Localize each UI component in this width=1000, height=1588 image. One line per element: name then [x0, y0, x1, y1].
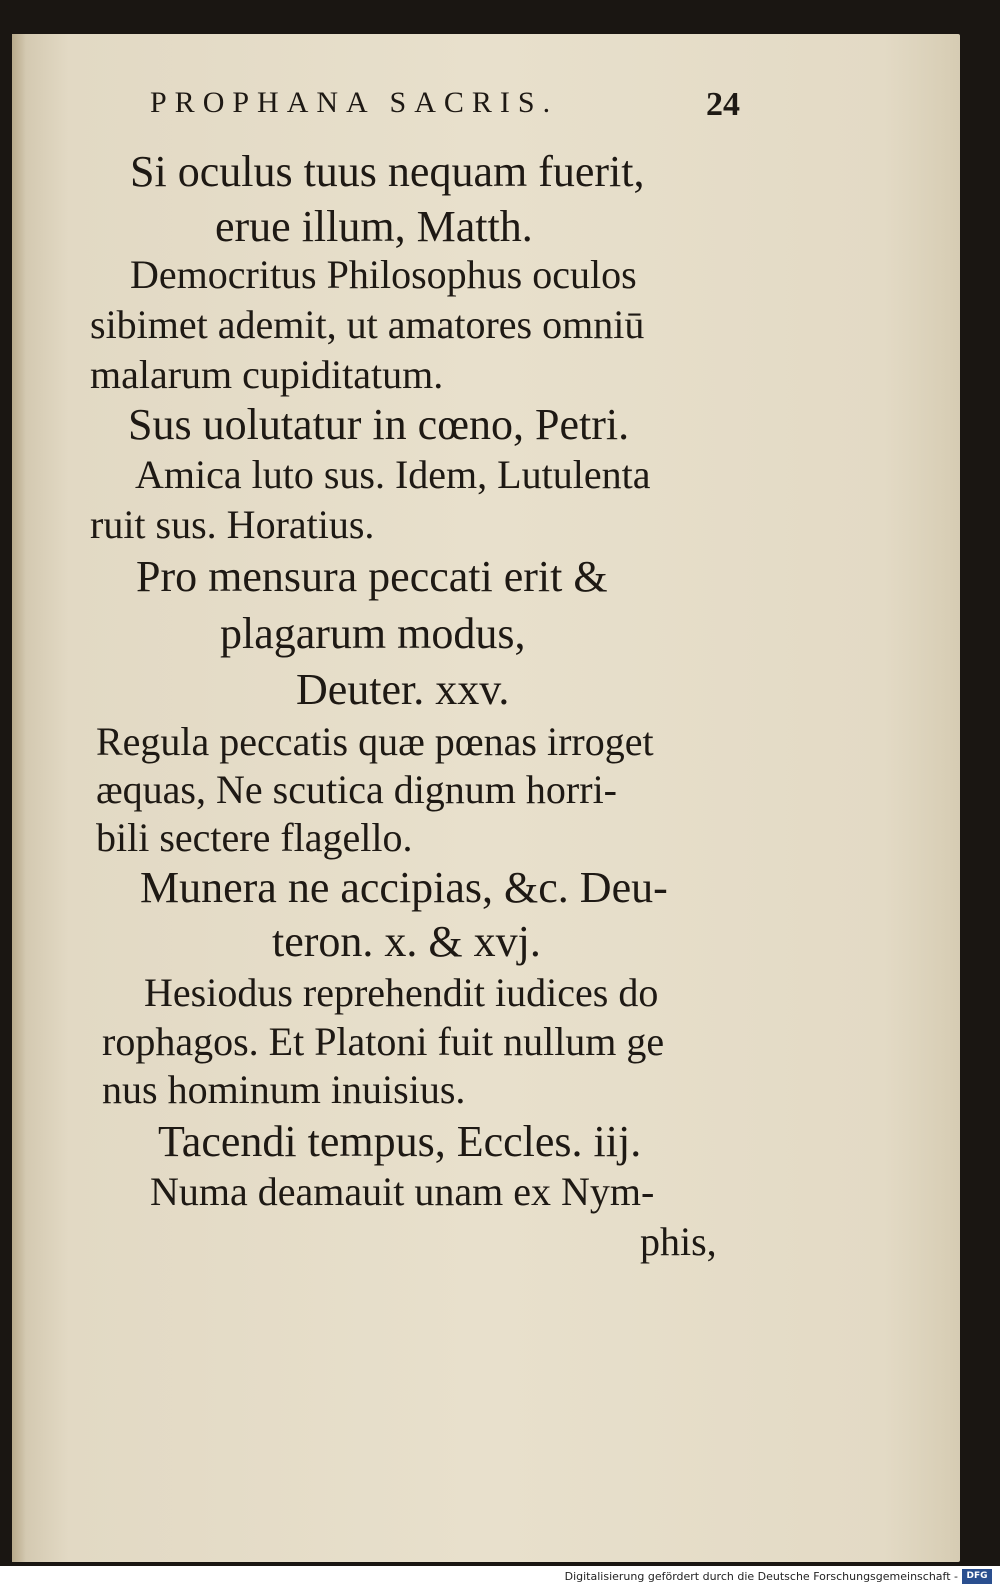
text-line: teron. x. & xvj. [272, 917, 541, 966]
text-line: Democritus Philosophus oculos [130, 252, 637, 297]
text-line: plagarum modus, [220, 609, 526, 658]
text-line: bili sectere flagello. [96, 815, 413, 860]
text-line: Hesiodus reprehendit iudices do [144, 970, 659, 1015]
text-line: erue illum, Matth. [215, 202, 533, 251]
catchword: phis, [640, 1219, 717, 1264]
text-line: Deuter. xxv. [296, 665, 510, 714]
text-line: Munera ne accipias, &c. Deu- [140, 863, 668, 912]
text-line: Pro mensura peccati erit & [136, 552, 608, 601]
text-line: Si oculus tuus nequam fuerit, [130, 147, 645, 196]
funding-credit: Digitalisierung gefördert durch die Deutsche Forschungsgemeinschaft - [564, 1570, 958, 1583]
dfg-logo-icon: DFG [962, 1569, 992, 1584]
text-line: ruit sus. Horatius. [90, 502, 375, 547]
text-line: æquas, Ne scutica dignum horri- [96, 767, 617, 812]
digitization-footer [0, 1566, 1000, 1588]
text-line: Sus uolutatur in cœno, Petri. [128, 400, 630, 449]
text-line: malarum cupiditatum. [90, 352, 444, 397]
text-line: Numa deamauit unam ex Nym- [150, 1169, 655, 1214]
text-line: rophagos. Et Platoni fuit nullum ge [102, 1019, 665, 1064]
text-line: Amica luto sus. Idem, Lutulenta [135, 452, 651, 497]
text-line: nus hominum inuisius. [102, 1067, 466, 1112]
running-title: PROPHANA SACRIS. [150, 86, 559, 119]
text-line: sibimet ademit, ut amatores omniū [90, 302, 645, 347]
text-line: Regula peccatis quæ pœnas irroget [96, 719, 654, 764]
page-number: 24 [706, 86, 740, 123]
text-line: Tacendi tempus, Eccles. iij. [158, 1117, 642, 1166]
